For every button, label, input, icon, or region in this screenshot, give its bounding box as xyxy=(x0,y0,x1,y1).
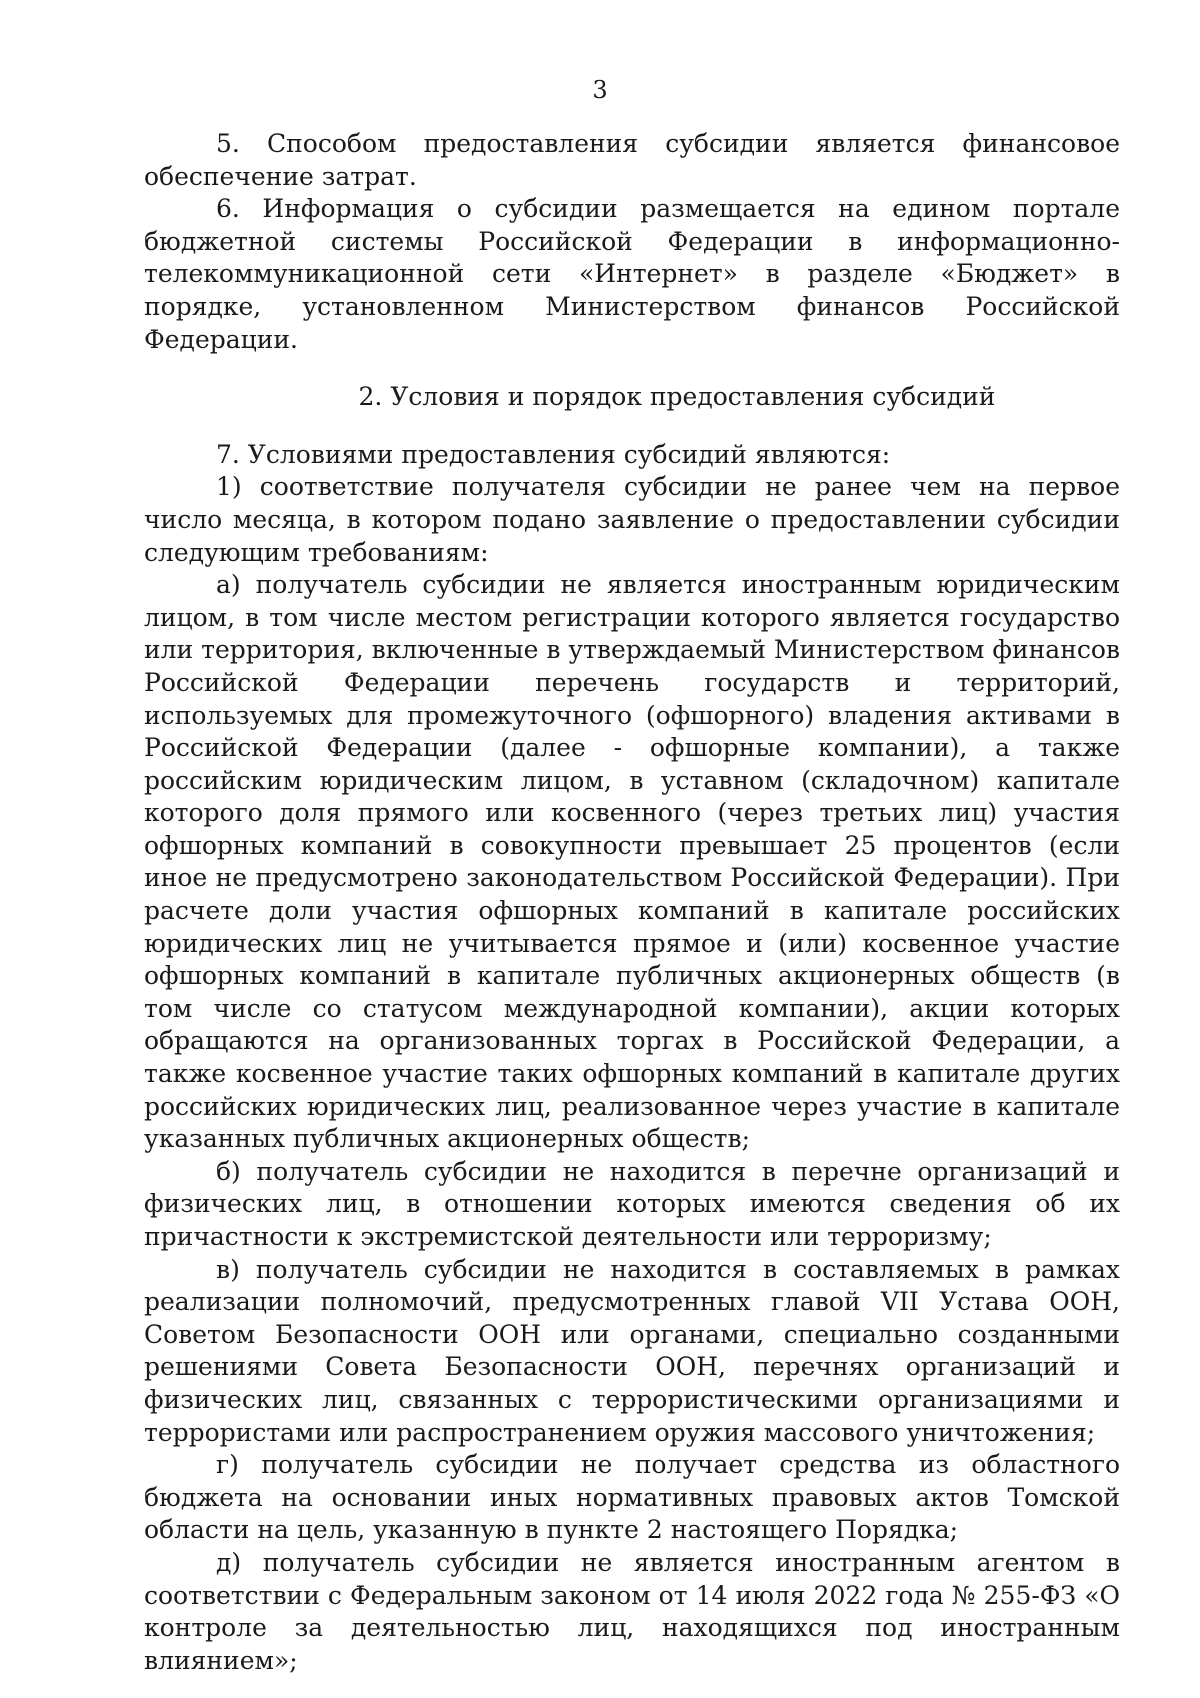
paragraph-7-item-1: 1) соответствие получателя субсидии не ранее чем на первое число месяца, в котором подано заявление о предоставлении субсидии следующим требованиям: xyxy=(144,472,1120,567)
paragraph-7-item-a: а) получатель субсидии не является иностранным юридическим лицом, в том числе местом регистрации которого является государство или территория, включенные в утверждаемый Министерством финансов Российской Федерации перечень государств и территорий, используемых для промежуточного (офшорного) владения активами в Российской Федерации (далее - офшорные компании), а также российским юридическим лицом, в уставном (складочном) капитале которого доля прямого или косвенного (через третьих лиц) участия офшорных компаний в совокупности превышает 25 процентов (если иное не предусмотрено законодательством Российской Федерации). При расчете доли участия офшорных компаний в капитале российских юридических лиц не учитывается прямое и (или) косвенное участие офшорных компаний в капитале публичных акционерных обществ (в том числе со статусом международной компании), акции которых обращаются на организованных торгах в Российской Федерации, а также косвенное участие таких офшорных компаний в капитале других российских юридических лиц, реализованное через участие в капитале указанных публичных акционерных обществ; xyxy=(144,570,1120,1154)
paragraph-7-item-d: д) получатель субсидии не является иностранным агентом в соответствии с Федеральным законом от 14 июля 2022 года № 255-ФЗ «О контроле за деятельностью лиц, находящихся под иностранным влиянием»; xyxy=(144,1547,1120,1675)
paragraph-7: 7. Условиями предоставления субсидий являются: xyxy=(216,439,891,469)
page-number: 3 xyxy=(592,76,608,104)
paragraph-7-item-b: б) получатель субсидии не находится в перечне организаций и физических лиц, в отношении которых имеются сведения об их причастности к экстремистской деятельности или терроризму; xyxy=(144,1156,1120,1251)
paragraph-7-item-v: в) получатель субсидии не находится в составляемых в рамках реализации полномочий, предусмотренных главой VII Устава ООН, Советом Безопасности ООН или органами, специально созданными решениями Совета Безопасности ООН, перечнях организаций и физических лиц, связанных с террористическими организациями и террористами или распространением оружия массового уничтожения; xyxy=(144,1254,1120,1447)
paragraph-7-item-g: г) получатель субсидии не получает средства из областного бюджета на основании иных нормативных правовых актов Томской области на цель, указанную в пункте 2 настоящего Порядка; xyxy=(144,1450,1120,1545)
section-heading: 2. Условия и порядок предоставления субсидий xyxy=(358,382,996,412)
paragraph-5: 5. Способом предоставления субсидии является финансовое обеспечение затрат. xyxy=(144,129,1120,191)
document-body xyxy=(144,128,1120,1677)
paragraph-6: 6. Информация о субсидии размещается на едином портале бюджетной системы Российской Федерации в информационно-телекоммуникационной сети «Интернет» в разделе «Бюджет» в порядке, установленном Министерством финансов Российской Федерации. xyxy=(144,194,1120,354)
